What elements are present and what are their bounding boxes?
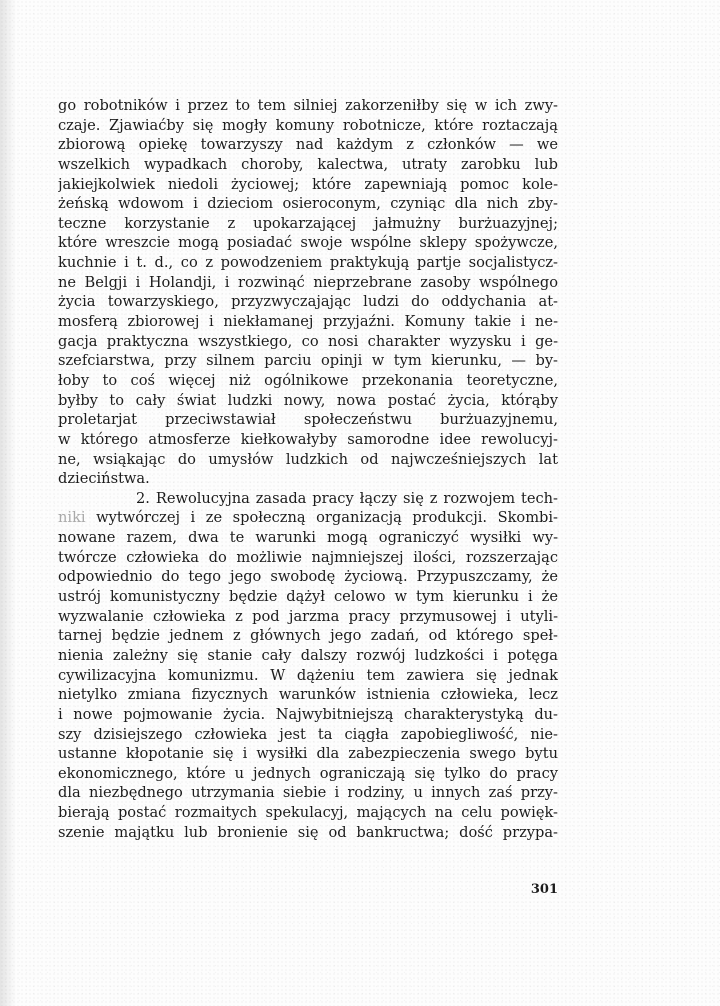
text-line: odpowiednio do tego jego swobodę życiową. Przypuszczamy, że [58,568,558,586]
text-line: wyzwalanie człowieka z pod jarzma pracy przymusowej i utyli- [58,607,558,625]
text-line: byłby to cały świat ludzki nowy, nowa postać życia, którąby [58,391,558,409]
text-line: nienia zależny się stanie cały dalszy rozwój ludzkości i potęga [58,646,558,664]
page-number: 301 [530,882,558,897]
text-line: proletarjat przeciwstawiał społeczeństwu burżuazyjnemu, [58,411,558,429]
text-line: szenie majątku lub bronienie się od bankructwa; dość przypa- [58,823,558,841]
text-line: tarnej będzie jednem z głównych jego zadań, od którego speł- [58,627,558,645]
text-line-content: wytwórczej i ze społeczną organizacją produkcji. Skombi- [96,509,558,527]
text-line: ne, wsiąkając do umysłów ludzkich od najwcześniejszych lat [58,450,558,468]
text-line: szefciarstwa, przy silnem parciu opinji w tym kierunku, — by- [58,352,558,370]
text-line: i nowe pojmowanie życia. Najwybitniejszą charakterystyką du- [58,705,558,723]
faded-word-fragment: niki [58,509,97,527]
text-line: czaje. Zjawiaćby się mogły komuny robotnicze, które roztaczają [58,116,558,134]
text-line: ekonomicznego, które u jednych ograniczają się tylko do pracy [58,764,558,782]
text-line: cywilizacyjna komunizmu. W dążeniu tem zawiera się jednak [58,666,558,684]
text-line: dla niezbędnego utrzymania siebie i rodziny, u innych zaś przy- [58,784,558,802]
text-line: ne Belgji i Holandji, i rozwinąć nieprzebrane zasoby wspólnego [58,273,558,291]
text-line: które wreszcie mogą posiadać swoje wspólne sklepy spożywcze, [58,234,558,252]
text-line: żeńską wdowom i dzieciom osieroconym, czyniąc dla nich zby- [58,195,558,213]
text-line: mosferą zbiorowej i niekłamanej przyjaźni. Komuny takie i ne- [58,313,558,331]
text-line: twórcze człowieka do możliwie najmniejszej ilości, rozszerzając [58,548,558,566]
paragraph-end-line: dzieciństwa. [58,470,150,488]
text-line: łoby to coś więcej niż ogólnikowe przekonania teoretyczne, [58,371,558,389]
text-line: go robotników i przez to tem silniej zakorzeniłby się w ich zwy- [58,97,558,114]
text-line: w którego atmosferze kiełkowałyby samorodne idee rewolucyj- [58,430,558,448]
text-line: nowane razem, dwa te warunki mogą ograniczyć wysiłki wy- [58,529,558,547]
text-line: jakiejkolwiek niedoli życiowej; które zapewniają pomoc kole- [58,175,558,193]
text-line: wszelkich wypadkach choroby, kalectwa, utraty zarobku lub [58,155,558,173]
text-line: gacja praktyczna wszystkiego, co nosi charakter wyzysku i ge- [58,332,558,350]
paragraph-start-line: 2. Rewolucyjna zasada pracy łączy się z rozwojem tech- [136,489,558,507]
text-line: szy dzisiejszego człowieka jest ta ciągła zapobiegliwość, nie- [58,725,558,743]
text-line: teczne korzystanie z upokarzającej jałmużny burżuazyjnej; [58,214,558,232]
text-line [58,508,558,528]
text-line: bierają postać rozmaitych spekulacyj, mających na celu powięk- [58,804,558,822]
text-line: zbiorową opiekę towarzyszy nad każdym z członków — we [58,136,558,154]
text-line: ustrój komunistyczny będzie dążył celowo w tym kierunku i że [58,588,558,606]
text-line: kuchnie i t. d., co z powodzeniem praktykują partje socjalistycz- [58,254,558,272]
text-line: życia towarzyskiego, przyzwyczajając ludzi do oddychania at- [58,293,558,311]
body-text [58,96,558,842]
text-line: nietylko zmiana fizycznych warunków istnienia człowieka, lecz [58,686,558,704]
page-gutter-shadow [0,0,16,1006]
text-line: ustanne kłopotanie się i wysiłki dla zabezpieczenia swego bytu [58,745,558,763]
